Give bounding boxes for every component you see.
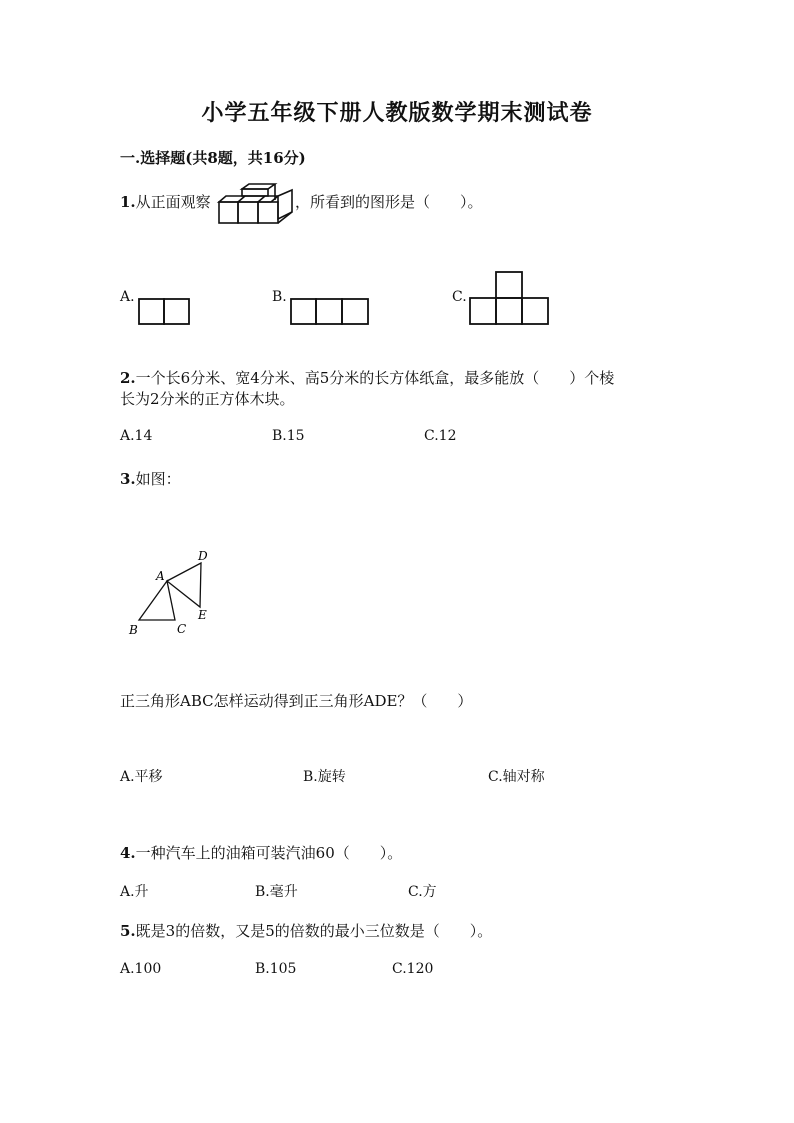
q1-cube-figure — [217, 186, 293, 226]
vertex-b-label: B — [129, 623, 138, 637]
q1-option-a-figure — [138, 298, 190, 326]
q1-option-c-label: C. — [452, 289, 467, 305]
q3-option-b: B.旋转 — [303, 769, 346, 785]
q4-option-a: A.升 — [120, 884, 149, 900]
q5-option-b: B.105 — [255, 961, 297, 977]
q4-number: 4. — [120, 844, 136, 862]
q5-stem — [120, 920, 492, 941]
q1-stem-start — [120, 191, 211, 212]
q2-option-a: A.14 — [120, 428, 153, 444]
q4-option-b: B.毫升 — [255, 884, 298, 900]
q2-text-line2: 长为2分米的正方体木块。 — [120, 390, 295, 408]
q3-question: 正三角形ABC怎样运动得到正三角形ADE？（ ） — [120, 692, 473, 710]
q2-option-b: B.15 — [272, 428, 305, 444]
q5-text: 既是3的倍数，又是5的倍数的最小三位数是（ ）。 — [135, 922, 493, 940]
q5-number: 5. — [120, 922, 136, 940]
vertex-d-label: D — [198, 549, 208, 563]
q2-line1 — [120, 367, 614, 388]
q3-option-c: C.轴对称 — [488, 769, 545, 785]
triangle-abc — [139, 581, 175, 620]
q3-intro-line — [120, 468, 181, 489]
q1-text-before: 从正面观察 — [135, 193, 211, 211]
q4-option-c: C.方 — [408, 884, 437, 900]
q4-stem — [120, 842, 402, 863]
q1-option-b-label: B. — [272, 289, 287, 305]
vertex-c-label: C — [177, 622, 187, 636]
q5-option-c: C.120 — [392, 961, 434, 977]
q2-option-c: C.12 — [424, 428, 457, 444]
q1-option-c-figure — [469, 271, 550, 325]
q5-option-a: A.100 — [120, 961, 162, 977]
vertex-e-label: E — [198, 608, 207, 622]
q1-number: 1. — [120, 193, 136, 211]
q1-option-b-figure — [290, 298, 369, 326]
q2-number: 2. — [120, 369, 136, 387]
q1-option-a-label: A. — [120, 289, 135, 305]
q3-intro: 如图： — [135, 470, 181, 488]
q3-triangle-figure — [120, 545, 220, 650]
q2-text-line1: 一个长6分米、宽4分米、高5分米的长方体纸盒，最多能放（ ）个棱 — [135, 369, 615, 387]
q1-text-after: ，所看到的图形是（ ）。 — [295, 193, 483, 211]
vertex-a-label: A — [156, 569, 165, 583]
page-title: 小学五年级下册人教版数学期末测试卷 — [201, 100, 593, 126]
q3-option-a: A.平移 — [120, 769, 163, 785]
triangle-ade — [167, 563, 201, 607]
section-heading: 一.选择题(共8题，共16分) — [120, 149, 306, 167]
q3-number: 3. — [120, 470, 136, 488]
q4-text: 一种汽车上的油箱可装汽油60（ ）。 — [135, 844, 403, 862]
